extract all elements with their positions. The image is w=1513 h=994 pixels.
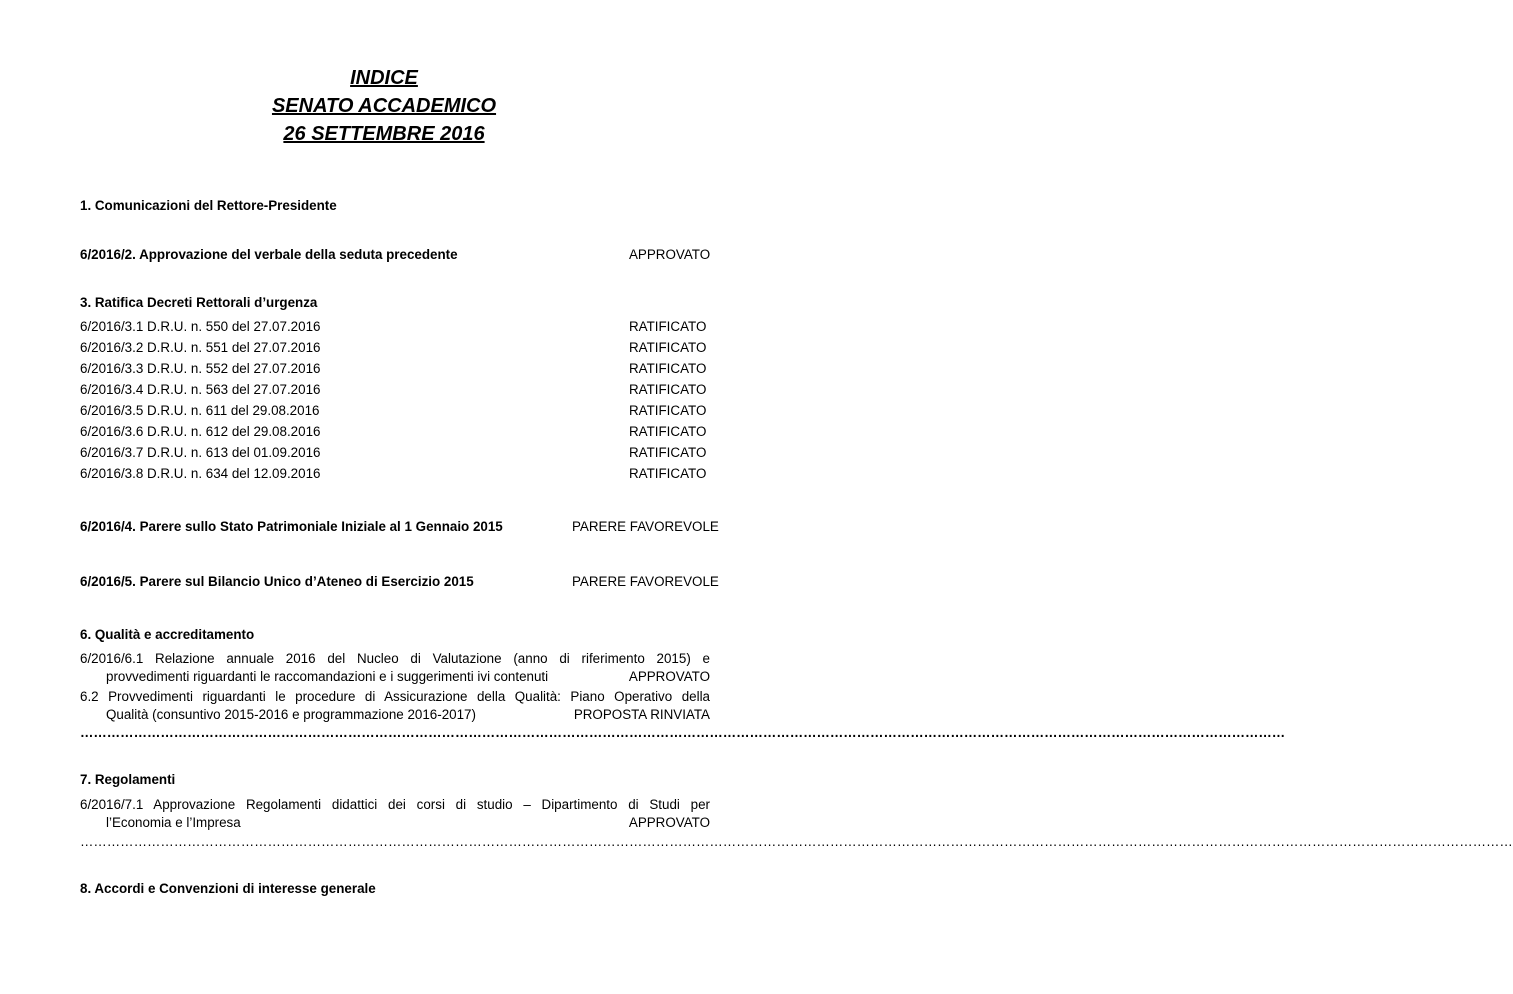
- section-6-item-1: [80, 650, 710, 686]
- decree-status: RATIFICATO: [629, 319, 707, 334]
- title-line-1: INDICE: [350, 67, 418, 89]
- section-5-heading: 6/2016/5. Parere sul Bilancio Unico d’Ateneo di Esercizio 2015: [80, 574, 474, 589]
- decree-status: RATIFICATO: [629, 403, 707, 418]
- section-5-status: PARERE FAVOREVOLE: [572, 574, 719, 589]
- decree-status: RATIFICATO: [629, 424, 707, 439]
- section-3-heading: 3. Ratifica Decreti Rettorali d’urgenza: [80, 295, 318, 310]
- section-7-item-1-line-2-row: [80, 814, 710, 832]
- section-2-status: APPROVATO: [629, 247, 711, 262]
- section-2-heading: 6/2016/2. Approvazione del verbale della seduta precedente: [80, 247, 458, 262]
- decree-item: 6/2016/3.7 D.R.U. n. 613 del 01.09.2016: [80, 445, 321, 460]
- decree-item: 6/2016/3.2 D.R.U. n. 551 del 27.07.2016: [80, 340, 321, 355]
- section-6-heading: 6. Qualità e accreditamento: [80, 627, 255, 642]
- section-1-heading: 1. Comunicazioni del Rettore-Presidente: [80, 198, 337, 213]
- decree-item: 6/2016/3.1 D.R.U. n. 550 del 27.07.2016: [80, 319, 321, 334]
- section-6-item-2-line-1: 6.2 Provvedimenti riguardanti le procedure di Assicurazione della Qualità: Piano Operativo della: [80, 689, 710, 704]
- decree-item: 6/2016/3.3 D.R.U. n. 552 del 27.07.2016: [80, 361, 321, 376]
- section-6-item-2: [80, 688, 710, 724]
- section-7-item-1-line-2: l’Economia e l’Impresa: [106, 815, 241, 830]
- section-6-item-1-line-1: 6/2016/6.1 Relazione annuale 2016 del Nucleo di Valutazione (anno di riferimento 2015) e: [80, 651, 710, 666]
- title-line-3: 26 SETTEMBRE 2016: [283, 123, 485, 145]
- section-8-heading: 8. Accordi e Convenzioni di interesse generale: [80, 881, 376, 896]
- section-7-heading: 7. Regolamenti: [80, 772, 176, 787]
- section-6-item-1-line-2: provvedimenti riguardanti le raccomandazioni e i suggerimenti ivi contenuti: [106, 669, 549, 684]
- decree-status: RATIFICATO: [629, 445, 707, 460]
- title-line-2: SENATO ACCADEMICO: [271, 95, 497, 117]
- separator-dotted-2: ……………………………………………………………………………………………………………………………………………………………………………………………………………………………………………………………………………………………: [80, 834, 1513, 849]
- separator-dotted-1: ………………………………………………………………………………………………………………………………………………………………………………………………………………………………………………: [80, 725, 1286, 740]
- section-7-item-1-status: APPROVATO: [628, 815, 710, 830]
- section-6-item-1-status: APPROVATO: [628, 669, 710, 684]
- section-6-item-2-status: PROPOSTA RINVIATA: [573, 707, 710, 722]
- decree-status: RATIFICATO: [629, 382, 707, 397]
- section-6-item-1-line-2-row: [80, 668, 710, 686]
- decree-item: 6/2016/3.4 D.R.U. n. 563 del 27.07.2016: [80, 382, 321, 397]
- section-7-item-1-line-1: 6/2016/7.1 Approvazione Regolamenti didattici dei corsi di studio – Dipartimento di Studi per: [80, 797, 710, 812]
- decree-item: 6/2016/3.6 D.R.U. n. 612 del 29.08.2016: [80, 424, 321, 439]
- decree-status: RATIFICATO: [629, 466, 707, 481]
- decree-status: RATIFICATO: [629, 361, 707, 376]
- section-7-item-1: [80, 796, 710, 832]
- section-4-heading: 6/2016/4. Parere sullo Stato Patrimoniale Iniziale al 1 Gennaio 2015: [80, 519, 503, 534]
- decree-status: RATIFICATO: [629, 340, 707, 355]
- section-6-item-2-line-2-row: [80, 706, 710, 724]
- decree-item: 6/2016/3.5 D.R.U. n. 611 del 29.08.2016: [80, 403, 320, 418]
- decree-item: 6/2016/3.8 D.R.U. n. 634 del 12.09.2016: [80, 466, 321, 481]
- section-6-item-2-line-2: Qualità (consuntivo 2015-2016 e programmazione 2016-2017): [106, 707, 476, 722]
- section-4-status: PARERE FAVOREVOLE: [572, 519, 719, 534]
